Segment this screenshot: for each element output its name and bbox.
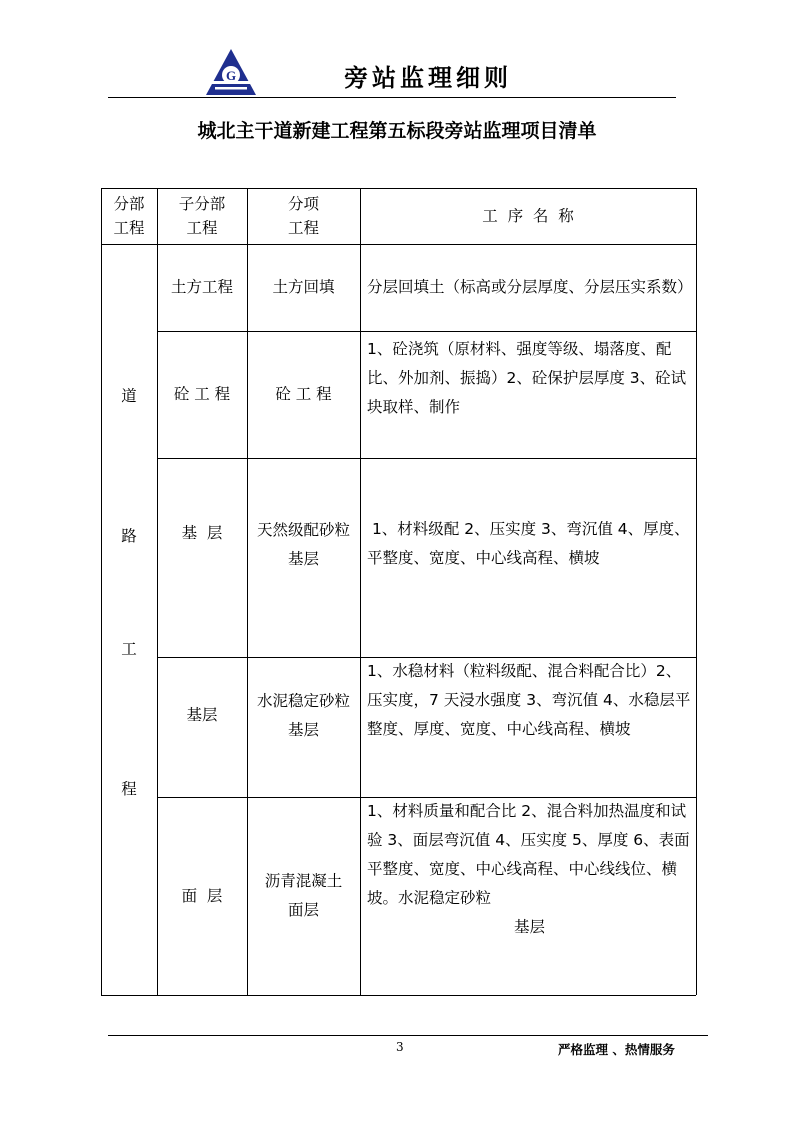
table-row-process: 分层回填土（标高或分层厚度、分层压实系数） — [367, 278, 693, 296]
table-row-item: 天然级配砂粒基层 — [256, 521, 350, 568]
header-sub-division: 子分部 工程 — [178, 195, 226, 237]
division-char: 工 — [121, 640, 137, 658]
table-row-item: 砼 工 程 — [275, 385, 332, 403]
footer-motto: 严格监理 、热情服务 — [558, 1042, 675, 1057]
table-row-process: 1、材料级配 2、压实度 3、弯沉值 4、厚度、平整度、宽度、中心线高程、横坡 — [367, 520, 690, 567]
division-char: 路 — [121, 527, 137, 545]
table-row-sub: 土方工程 — [170, 278, 233, 296]
header-process: 工 序 名 称 — [482, 206, 574, 225]
table-row-sub: 砼 工 程 — [173, 385, 231, 403]
table-row-item: 沥青混凝土面层 — [264, 872, 343, 919]
header-title: 旁站监理细则 — [344, 63, 512, 92]
table-row-sub: 基 层 — [181, 523, 223, 542]
document-title: 城北主干道新建工程第五标段旁站监理项目清单 — [197, 120, 597, 142]
table-row-sub: 基层 — [186, 706, 218, 724]
division-char: 程 — [121, 780, 137, 798]
table-row-item: 水泥稳定砂粒基层 — [256, 691, 350, 739]
table-row-process: 1、水稳材料（粒料级配、混合料配合比）2、压实度，7 天浸水强度 3、弯沉值 4、水稳层平整度、厚度、宽度、中心线高程、横坡 — [367, 662, 691, 738]
header-item: 分项 工程 — [287, 195, 319, 237]
header-division: 分部 工程 — [113, 195, 145, 237]
table-row-process: 1、材料质量和配合比 2、混合料加热温度和试验 3、面层弯沉值 4、压实度 5、厚度 6、表面平整度、宽度、中心线高程、中心线线位、横坡。水泥稳定砂粒 基层 — [367, 802, 690, 936]
table-row-sub: 面 层 — [181, 886, 223, 905]
table-row-process: 1、砼浇筑（原材料、强度等级、塌落度、配比、外加剂、振捣）2、砼保护层厚度 3、砼试块取样、制作 — [367, 340, 687, 416]
header-divider — [108, 97, 676, 98]
page-number: 3 — [396, 1040, 404, 1054]
footer-divider — [108, 1035, 708, 1036]
table-row-item: 土方回填 — [272, 278, 335, 296]
division-char: 道 — [121, 387, 137, 405]
company-logo — [203, 47, 259, 97]
logo-letter: G — [225, 68, 237, 83]
